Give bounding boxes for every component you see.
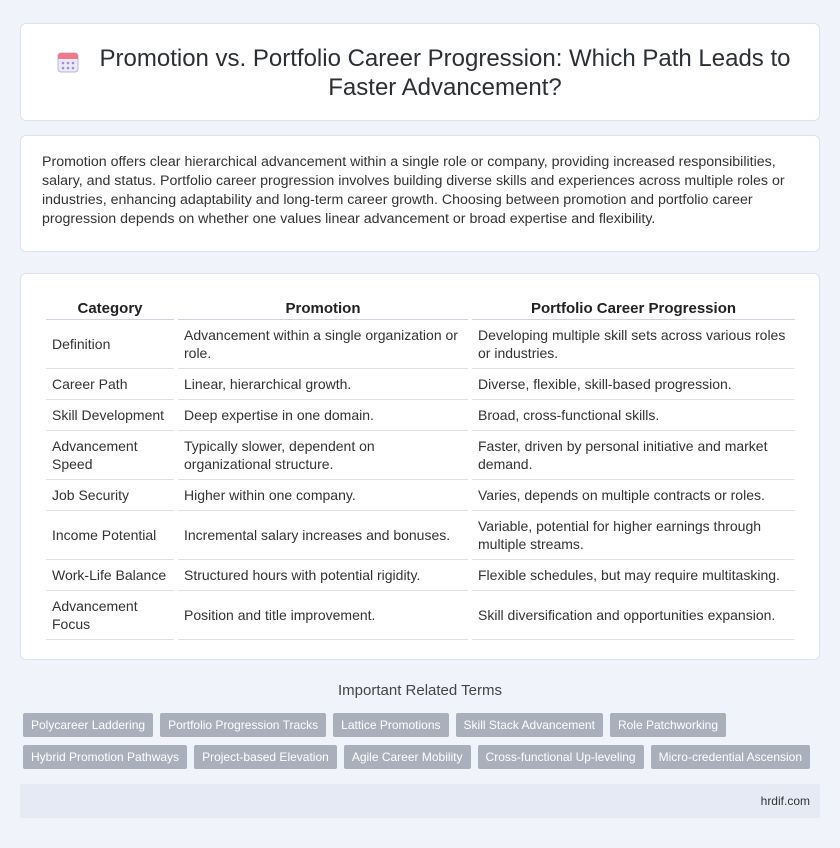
intro-paragraph: Promotion offers clear hierarchical advancement within a single role or company, providing increased responsibilities, salary, and status. Portfolio career progression involves building diverse skills and experiences across multiple roles or industries, enhancing adaptability and long-term career growth. Choosing between promotion and portfolio career progression depends on whether one values linear advancement or broad expertise and flexibility. [42,154,785,227]
row-category: Income Potential [46,511,174,560]
row-portfolio: Faster, driven by personal initiative and market demand. [472,431,795,480]
row-portfolio: Diverse, flexible, skill-based progression. [472,369,795,400]
row-portfolio: Varies, depends on multiple contracts or roles. [472,480,795,511]
row-category: Skill Development [46,400,174,431]
tag-link[interactable]: Lattice Promotions [333,713,448,737]
row-promotion: Incremental salary increases and bonuses. [178,511,468,560]
row-portfolio: Variable, potential for higher earnings through multiple streams. [472,511,795,560]
footer [20,784,820,818]
table-header-row [46,294,795,320]
title-card [20,23,820,121]
tag-link[interactable]: Skill Stack Advancement [456,713,603,737]
row-portfolio: Developing multiple skill sets across various roles or industries. [472,320,795,369]
header-promotion: Promotion [178,294,468,320]
row-category: Career Path [46,369,174,400]
footer-site-link[interactable]: hrdif.com [760,794,810,808]
row-category: Advancement Focus [46,591,174,640]
row-category: Job Security [46,480,174,511]
related-terms-heading: Important Related Terms [338,682,502,699]
row-portfolio: Skill diversification and opportunities expansion. [472,591,795,640]
row-portfolio: Broad, cross-functional skills. [472,400,795,431]
table-row [46,480,795,511]
tag-link[interactable]: Micro-credential Ascension [651,745,810,769]
tag-row-2 [23,745,823,769]
row-category: Work-Life Balance [46,560,174,591]
related-terms-tags [23,713,823,777]
intro-card [20,135,820,252]
tag-row-1 [23,713,823,737]
tag-link[interactable]: Polycareer Laddering [23,713,153,737]
table-row [46,591,795,640]
tag-link[interactable]: Agile Career Mobility [344,745,471,769]
page-title: Promotion vs. Portfolio Career Progression: Which Path Leads to Faster Advancement? [99,45,791,101]
comparison-table [42,294,799,640]
table-row [46,369,795,400]
row-promotion: Deep expertise in one domain. [178,400,468,431]
row-portfolio: Flexible schedules, but may require multitasking. [472,560,795,591]
row-promotion: Higher within one company. [178,480,468,511]
table-row [46,511,795,560]
header-category: Category [46,294,174,320]
table-row [46,560,795,591]
row-promotion: Linear, hierarchical growth. [178,369,468,400]
table-row [46,400,795,431]
header-portfolio: Portfolio Career Progression [472,294,795,320]
table-row [46,320,795,369]
table-row [46,431,795,480]
row-promotion: Typically slower, dependent on organizational structure. [178,431,468,480]
tag-link[interactable]: Role Patchworking [610,713,726,737]
row-promotion: Advancement within a single organization or role. [178,320,468,369]
tag-link[interactable]: Hybrid Promotion Pathways [23,745,187,769]
comparison-table-card [20,273,820,660]
row-category: Definition [46,320,174,369]
tag-link[interactable]: Portfolio Progression Tracks [160,713,326,737]
tag-link[interactable]: Project-based Elevation [194,745,337,769]
tag-link[interactable]: Cross-functional Up-leveling [478,745,644,769]
row-promotion: Structured hours with potential rigidity. [178,560,468,591]
row-category: Advancement Speed [46,431,174,480]
row-promotion: Position and title improvement. [178,591,468,640]
